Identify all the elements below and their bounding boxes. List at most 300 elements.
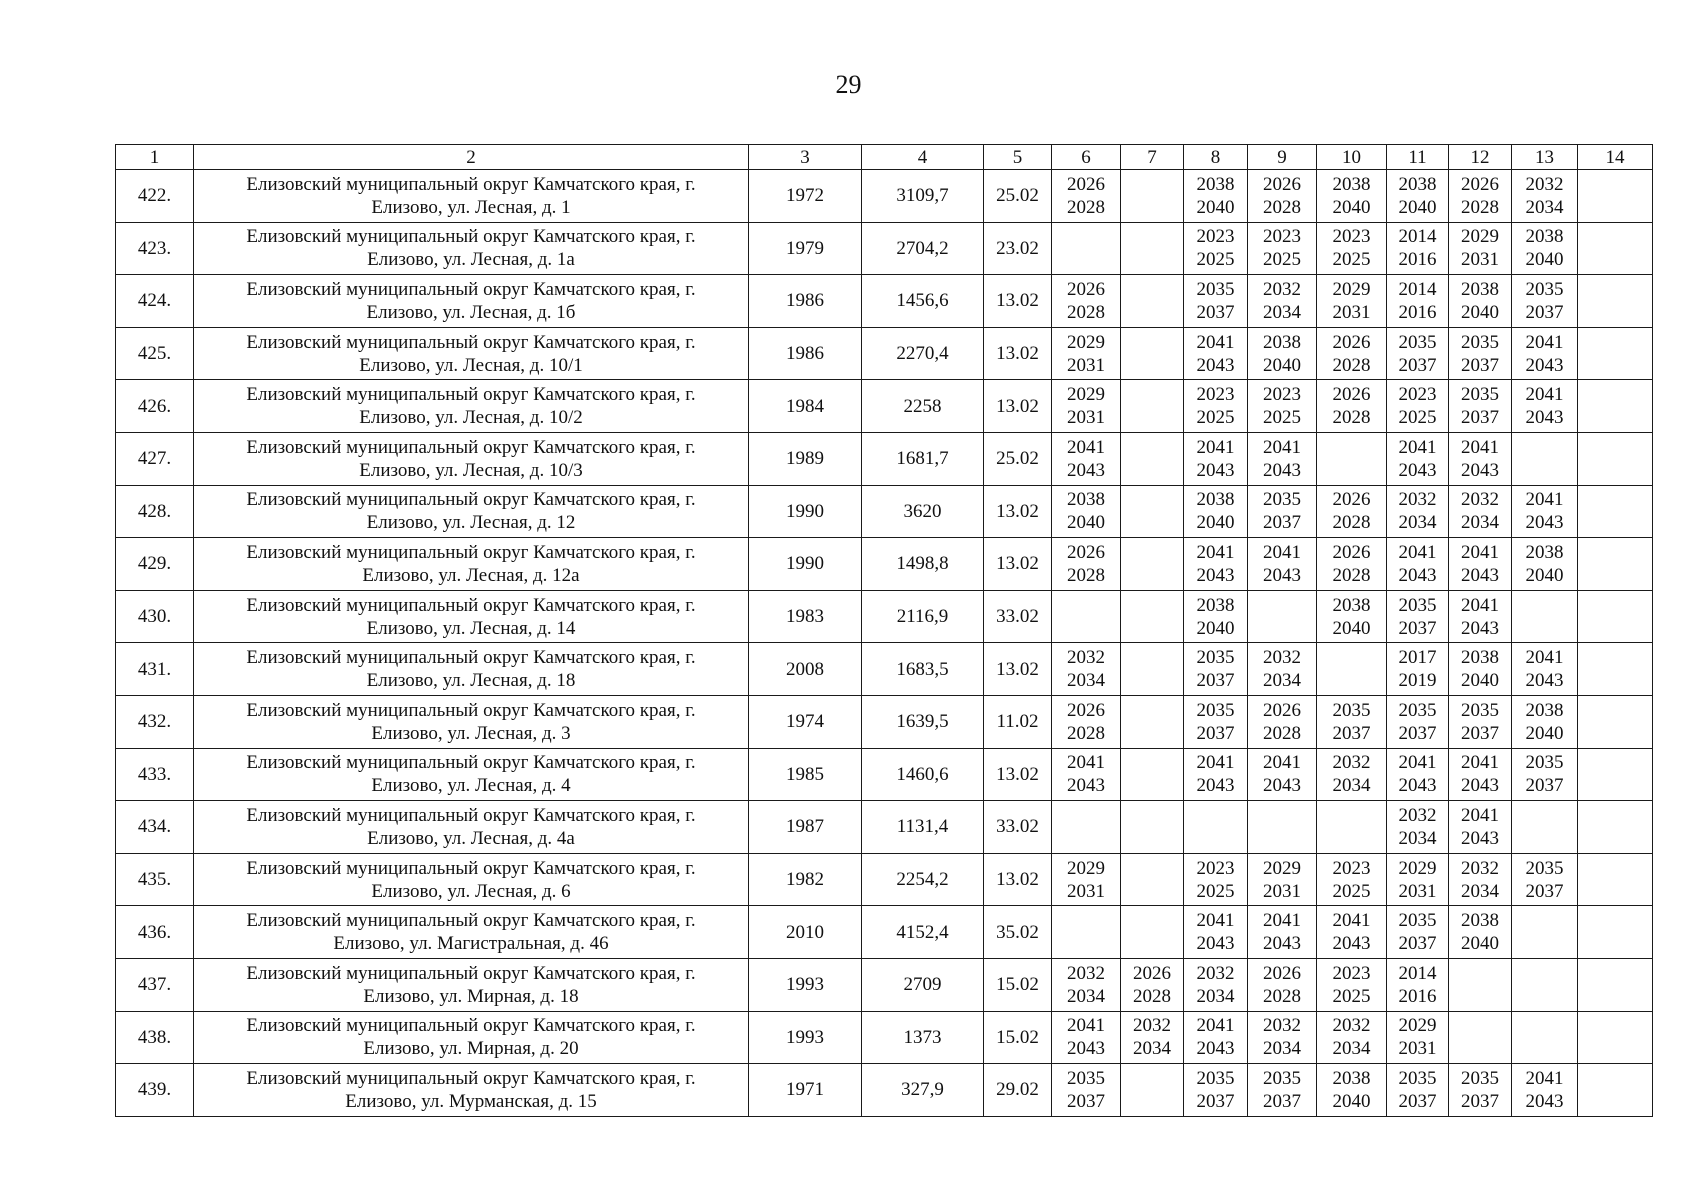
period-year: [1052, 248, 1120, 271]
period-year: [1121, 857, 1183, 880]
address-line: Елизово, ул. Лесная, д. 12а: [362, 564, 580, 586]
work-period-cell: [1512, 590, 1578, 643]
row-number: 424.: [116, 275, 194, 328]
period-year: 2043: [1196, 775, 1235, 797]
period-year: [1121, 511, 1183, 534]
work-period-cell: [1387, 170, 1449, 223]
period-year: 2026: [1461, 173, 1499, 195]
period-year: 2043: [1067, 459, 1105, 481]
period-year: 2035: [1398, 331, 1437, 353]
work-period-cell: [1317, 1064, 1387, 1117]
work-period-cell: [1387, 906, 1449, 959]
column-header: 2: [194, 145, 749, 170]
period-year: 2034: [1525, 196, 1564, 218]
work-period-cell: [1387, 801, 1449, 854]
period-year: 2038: [1196, 173, 1235, 195]
work-period-cell: [1512, 1011, 1578, 1064]
total-area: 1498,8: [862, 538, 984, 591]
period-year: 2043: [1525, 512, 1564, 534]
period-year: 2037: [1461, 407, 1499, 429]
period-year: 2038: [1196, 594, 1235, 616]
period-year: 2037: [1263, 1090, 1301, 1112]
column-header: 14: [1578, 145, 1653, 170]
work-period-cell: [1449, 853, 1512, 906]
period-year: [1184, 827, 1247, 850]
period-year: [1449, 1037, 1511, 1060]
period-year: [1317, 646, 1386, 669]
address-line: Елизово, ул. Лесная, д. 18: [366, 670, 576, 692]
period-year: 2043: [1398, 564, 1437, 586]
type-code: 15.02: [984, 1011, 1052, 1064]
column-header: 8: [1184, 145, 1248, 170]
address-cell: [194, 222, 749, 275]
work-period-cell: [1317, 906, 1387, 959]
type-code: 13.02: [984, 327, 1052, 380]
period-year: [1121, 331, 1183, 354]
period-year: 2041: [1398, 436, 1437, 458]
work-period-cell: [1512, 801, 1578, 854]
work-period-cell: [1317, 801, 1387, 854]
period-year: 2016: [1398, 249, 1437, 271]
period-year: 2043: [1525, 670, 1564, 692]
address-cell: [194, 275, 749, 328]
period-year: [1512, 909, 1577, 932]
period-year: 2037: [1398, 617, 1437, 639]
period-year: [1578, 617, 1652, 640]
period-year: 2035: [1461, 384, 1499, 406]
period-year: [1512, 459, 1577, 482]
period-year: 2037: [1398, 722, 1437, 744]
work-period-cell: [1121, 958, 1184, 1011]
work-period-cell: [1052, 1011, 1121, 1064]
period-year: [1248, 827, 1316, 850]
period-year: 2035: [1525, 278, 1564, 300]
period-year: 2035: [1461, 1067, 1499, 1089]
work-period-cell: [1449, 538, 1512, 591]
period-year: 2043: [1461, 564, 1499, 586]
row-number: 438.: [116, 1011, 194, 1064]
period-year: 2040: [1461, 933, 1499, 955]
work-period-cell: [1121, 1064, 1184, 1117]
work-period-cell: [1184, 853, 1248, 906]
row-number: 436.: [116, 906, 194, 959]
address-cell: [194, 327, 749, 380]
period-year: 2041: [1525, 384, 1564, 406]
address-line: Елизовский муниципальный округ Камчатского края, г.: [246, 384, 696, 406]
column-header: 9: [1248, 145, 1317, 170]
table-body: [116, 170, 1653, 1117]
period-year: 2037: [1196, 670, 1235, 692]
period-year: 2038: [1461, 647, 1499, 669]
table-row: [116, 801, 1653, 854]
period-year: 2041: [1196, 331, 1235, 353]
period-year: 2025: [1263, 407, 1301, 429]
period-year: 2038: [1525, 541, 1564, 563]
period-year: 2041: [1398, 752, 1437, 774]
address-cell: [194, 695, 749, 748]
period-year: 2037: [1196, 722, 1235, 744]
work-period-cell: [1052, 906, 1121, 959]
total-area: 3620: [862, 485, 984, 538]
period-year: 2043: [1196, 459, 1235, 481]
work-period-cell: [1052, 380, 1121, 433]
address-line: Елизово, ул. Лесная, д. 4а: [367, 827, 575, 849]
period-year: 2041: [1196, 436, 1235, 458]
work-period-cell: [1387, 327, 1449, 380]
address-line: Елизово, ул. Лесная, д. 10/1: [359, 354, 583, 376]
address-cell: [194, 1011, 749, 1064]
table-row: [116, 1064, 1653, 1117]
period-year: 2032: [1196, 962, 1235, 984]
period-year: 2038: [1263, 331, 1301, 353]
address-line: Елизовский муниципальный округ Камчатского края, г.: [246, 1015, 696, 1037]
address-cell: [194, 1064, 749, 1117]
row-number: 425.: [116, 327, 194, 380]
period-year: [1121, 804, 1183, 827]
construction-year: 1982: [749, 853, 862, 906]
period-year: 2037: [1332, 722, 1371, 744]
construction-year: 1993: [749, 1011, 862, 1064]
period-year: 2028: [1332, 564, 1371, 586]
work-period-cell: [1387, 643, 1449, 696]
period-year: 2035: [1398, 910, 1437, 932]
work-period-cell: [1512, 432, 1578, 485]
work-period-cell: [1387, 222, 1449, 275]
period-year: 2028: [1332, 512, 1371, 534]
period-year: 2037: [1398, 354, 1437, 376]
period-year: 2040: [1196, 196, 1235, 218]
work-period-cell: [1248, 432, 1317, 485]
address-line: Елизовский муниципальный округ Камчатского края, г.: [246, 173, 696, 195]
construction-year: 1990: [749, 538, 862, 591]
address-line: Елизово, ул. Лесная, д. 4: [371, 775, 571, 797]
period-year: 2037: [1398, 1090, 1437, 1112]
period-year: 2038: [1067, 489, 1105, 511]
type-code: 13.02: [984, 748, 1052, 801]
period-year: [1121, 459, 1183, 482]
period-year: 2034: [1263, 670, 1301, 692]
work-period-cell: [1121, 222, 1184, 275]
row-number: 426.: [116, 380, 194, 433]
work-period-cell: [1578, 1011, 1653, 1064]
period-year: [1578, 173, 1652, 196]
period-year: 2043: [1067, 775, 1105, 797]
period-year: 2023: [1196, 226, 1235, 248]
period-year: 2035: [1332, 699, 1371, 721]
period-year: 2041: [1461, 541, 1499, 563]
address-line: Елизово, ул. Лесная, д. 1б: [366, 301, 576, 323]
row-number: 427.: [116, 432, 194, 485]
address-line: Елизовский муниципальный округ Камчатского края, г.: [246, 699, 696, 721]
row-number: 435.: [116, 853, 194, 906]
work-period-cell: [1512, 853, 1578, 906]
period-year: [1121, 932, 1183, 955]
period-year: [1121, 564, 1183, 587]
period-year: [1121, 406, 1183, 429]
address-cell: [194, 538, 749, 591]
period-year: 2026: [1332, 541, 1371, 563]
work-period-cell: [1121, 801, 1184, 854]
work-period-cell: [1387, 432, 1449, 485]
address-line: Елизово, ул. Лесная, д. 10/2: [359, 407, 583, 429]
period-year: [1578, 301, 1652, 324]
period-year: [1248, 804, 1316, 827]
period-year: [1512, 985, 1577, 1008]
address-line: Елизовский муниципальный округ Камчатского края, г.: [246, 331, 696, 353]
work-period-cell: [1387, 1011, 1449, 1064]
period-year: [1512, 932, 1577, 955]
address-line: Елизовский муниципальный округ Камчатского края, г.: [246, 804, 696, 826]
period-year: [1121, 196, 1183, 219]
period-year: 2037: [1525, 880, 1564, 902]
row-number: 433.: [116, 748, 194, 801]
work-period-cell: [1512, 1064, 1578, 1117]
period-year: 2026: [1263, 173, 1301, 195]
period-year: [1052, 932, 1120, 955]
period-year: 2029: [1067, 384, 1105, 406]
table-row: [116, 958, 1653, 1011]
work-period-cell: [1184, 695, 1248, 748]
period-year: 2038: [1332, 594, 1371, 616]
work-period-cell: [1449, 695, 1512, 748]
address-line: Елизовский муниципальный округ Камчатского края, г.: [246, 962, 696, 984]
work-period-cell: [1248, 1064, 1317, 1117]
work-period-cell: [1184, 748, 1248, 801]
period-year: 2043: [1067, 1038, 1105, 1060]
period-year: 2029: [1067, 331, 1105, 353]
work-period-cell: [1578, 853, 1653, 906]
period-year: 2028: [1067, 722, 1105, 744]
period-year: 2040: [1525, 564, 1564, 586]
work-period-cell: [1317, 170, 1387, 223]
period-year: [1578, 827, 1652, 850]
work-period-cell: [1512, 327, 1578, 380]
work-period-cell: [1578, 1064, 1653, 1117]
period-year: 2032: [1332, 752, 1371, 774]
work-period-cell: [1317, 695, 1387, 748]
construction-year: 2008: [749, 643, 862, 696]
period-year: 2041: [1196, 1015, 1235, 1037]
work-period-cell: [1512, 748, 1578, 801]
work-period-cell: [1317, 327, 1387, 380]
work-period-cell: [1449, 380, 1512, 433]
work-period-cell: [1184, 643, 1248, 696]
work-period-cell: [1184, 222, 1248, 275]
period-year: [1578, 331, 1652, 354]
construction-year: 1972: [749, 170, 862, 223]
work-period-cell: [1578, 485, 1653, 538]
period-year: [1121, 383, 1183, 406]
period-year: 2028: [1332, 354, 1371, 376]
work-period-cell: [1512, 906, 1578, 959]
period-year: 2023: [1332, 226, 1371, 248]
table-row: [116, 380, 1653, 433]
period-year: 2023: [1398, 384, 1437, 406]
period-year: 2035: [1525, 752, 1564, 774]
table-row: [116, 853, 1653, 906]
work-period-cell: [1248, 538, 1317, 591]
period-year: 2041: [1461, 436, 1499, 458]
work-period-cell: [1387, 380, 1449, 433]
work-period-cell: [1317, 538, 1387, 591]
period-year: 2034: [1263, 301, 1301, 323]
work-period-cell: [1121, 538, 1184, 591]
work-period-cell: [1052, 695, 1121, 748]
address-line: Елизово, ул. Лесная, д. 1а: [367, 249, 575, 271]
total-area: 1131,4: [862, 801, 984, 854]
work-period-cell: [1449, 170, 1512, 223]
period-year: 2041: [1196, 752, 1235, 774]
period-year: 2035: [1196, 278, 1235, 300]
work-period-cell: [1449, 748, 1512, 801]
work-period-cell: [1052, 432, 1121, 485]
total-area: 1683,5: [862, 643, 984, 696]
period-year: 2041: [1263, 910, 1301, 932]
row-number: 430.: [116, 590, 194, 643]
period-year: [1121, 436, 1183, 459]
address-cell: [194, 590, 749, 643]
period-year: 2043: [1332, 933, 1371, 955]
period-year: 2043: [1196, 933, 1235, 955]
period-year: 2031: [1067, 880, 1105, 902]
period-year: [1578, 225, 1652, 248]
address-line: Елизово, ул. Лесная, д. 3: [371, 722, 571, 744]
column-header: 7: [1121, 145, 1184, 170]
period-year: [1578, 594, 1652, 617]
period-year: 2025: [1398, 407, 1437, 429]
type-code: 25.02: [984, 170, 1052, 223]
work-period-cell: [1052, 485, 1121, 538]
period-year: 2034: [1196, 985, 1235, 1007]
period-year: 2034: [1133, 1038, 1171, 1060]
period-year: 2029: [1263, 857, 1301, 879]
table-row: [116, 695, 1653, 748]
address-line: Елизово, ул. Лесная, д. 1: [371, 196, 571, 218]
work-period-cell: [1449, 590, 1512, 643]
period-year: 2028: [1263, 196, 1301, 218]
period-year: 2016: [1398, 301, 1437, 323]
address-cell: [194, 432, 749, 485]
work-period-cell: [1317, 432, 1387, 485]
period-year: 2026: [1263, 962, 1301, 984]
period-year: [1121, 617, 1183, 640]
period-year: 2041: [1525, 1067, 1564, 1089]
period-year: [1121, 751, 1183, 774]
period-year: 2043: [1525, 407, 1564, 429]
address-line: Елизовский муниципальный округ Камчатского края, г.: [246, 910, 696, 932]
period-year: 2026: [1332, 489, 1371, 511]
period-year: [1512, 1014, 1577, 1037]
work-period-cell: [1578, 906, 1653, 959]
period-year: 2034: [1067, 670, 1105, 692]
period-year: [1512, 827, 1577, 850]
work-period-cell: [1449, 906, 1512, 959]
type-code: 13.02: [984, 380, 1052, 433]
work-period-cell: [1578, 801, 1653, 854]
work-period-cell: [1317, 590, 1387, 643]
period-year: 2026: [1133, 962, 1171, 984]
work-period-cell: [1248, 170, 1317, 223]
address-line: Елизовский муниципальный округ Камчатского края, г.: [246, 541, 696, 563]
address-line: Елизово, ул. Магистральная, д. 46: [333, 933, 609, 955]
period-year: 2031: [1263, 880, 1301, 902]
period-year: [1578, 804, 1652, 827]
work-period-cell: [1512, 538, 1578, 591]
work-period-cell: [1184, 801, 1248, 854]
period-year: 2026: [1067, 278, 1105, 300]
work-period-cell: [1512, 222, 1578, 275]
period-year: [1052, 909, 1120, 932]
work-period-cell: [1512, 485, 1578, 538]
period-year: 2035: [1067, 1067, 1105, 1089]
period-year: 2041: [1196, 541, 1235, 563]
period-year: 2037: [1461, 722, 1499, 744]
construction-year: 1986: [749, 275, 862, 328]
period-year: 2043: [1525, 354, 1564, 376]
period-year: 2028: [1263, 722, 1301, 744]
period-year: 2041: [1263, 436, 1301, 458]
period-year: 2031: [1398, 880, 1437, 902]
period-year: [1121, 1090, 1183, 1113]
work-period-cell: [1184, 906, 1248, 959]
period-year: [1578, 278, 1652, 301]
work-period-cell: [1578, 695, 1653, 748]
period-year: 2041: [1332, 910, 1371, 932]
period-year: 2023: [1263, 226, 1301, 248]
work-period-cell: [1449, 275, 1512, 328]
work-period-cell: [1248, 327, 1317, 380]
work-period-cell: [1248, 643, 1317, 696]
work-period-cell: [1184, 538, 1248, 591]
construction-year: 1974: [749, 695, 862, 748]
total-area: 1373: [862, 1011, 984, 1064]
period-year: [1248, 594, 1316, 617]
period-year: 2038: [1525, 226, 1564, 248]
table-row: [116, 1011, 1653, 1064]
period-year: 2031: [1461, 249, 1499, 271]
period-year: 2043: [1398, 775, 1437, 797]
period-year: [1052, 594, 1120, 617]
period-year: 2031: [1332, 301, 1371, 323]
period-year: 2040: [1067, 512, 1105, 534]
period-year: [1248, 617, 1316, 640]
work-period-cell: [1121, 380, 1184, 433]
period-year: [1449, 962, 1511, 985]
period-year: [1578, 751, 1652, 774]
row-number: 439.: [116, 1064, 194, 1117]
total-area: 3109,7: [862, 170, 984, 223]
address-cell: [194, 748, 749, 801]
column-header: 5: [984, 145, 1052, 170]
total-area: 2116,9: [862, 590, 984, 643]
table-row: [116, 327, 1653, 380]
work-period-cell: [1248, 853, 1317, 906]
column-header: 12: [1449, 145, 1512, 170]
period-year: 2035: [1263, 1067, 1301, 1089]
work-period-cell: [1449, 485, 1512, 538]
period-year: 2034: [1461, 880, 1499, 902]
work-period-cell: [1317, 643, 1387, 696]
work-period-cell: [1248, 906, 1317, 959]
type-code: 13.02: [984, 485, 1052, 538]
construction-year: 2010: [749, 906, 862, 959]
address-line: Елизовский муниципальный округ Камчатского края, г.: [246, 594, 696, 616]
work-period-cell: [1387, 485, 1449, 538]
work-period-cell: [1121, 906, 1184, 959]
period-year: 2040: [1196, 512, 1235, 534]
total-area: 2709: [862, 958, 984, 1011]
period-year: 2032: [1461, 857, 1499, 879]
